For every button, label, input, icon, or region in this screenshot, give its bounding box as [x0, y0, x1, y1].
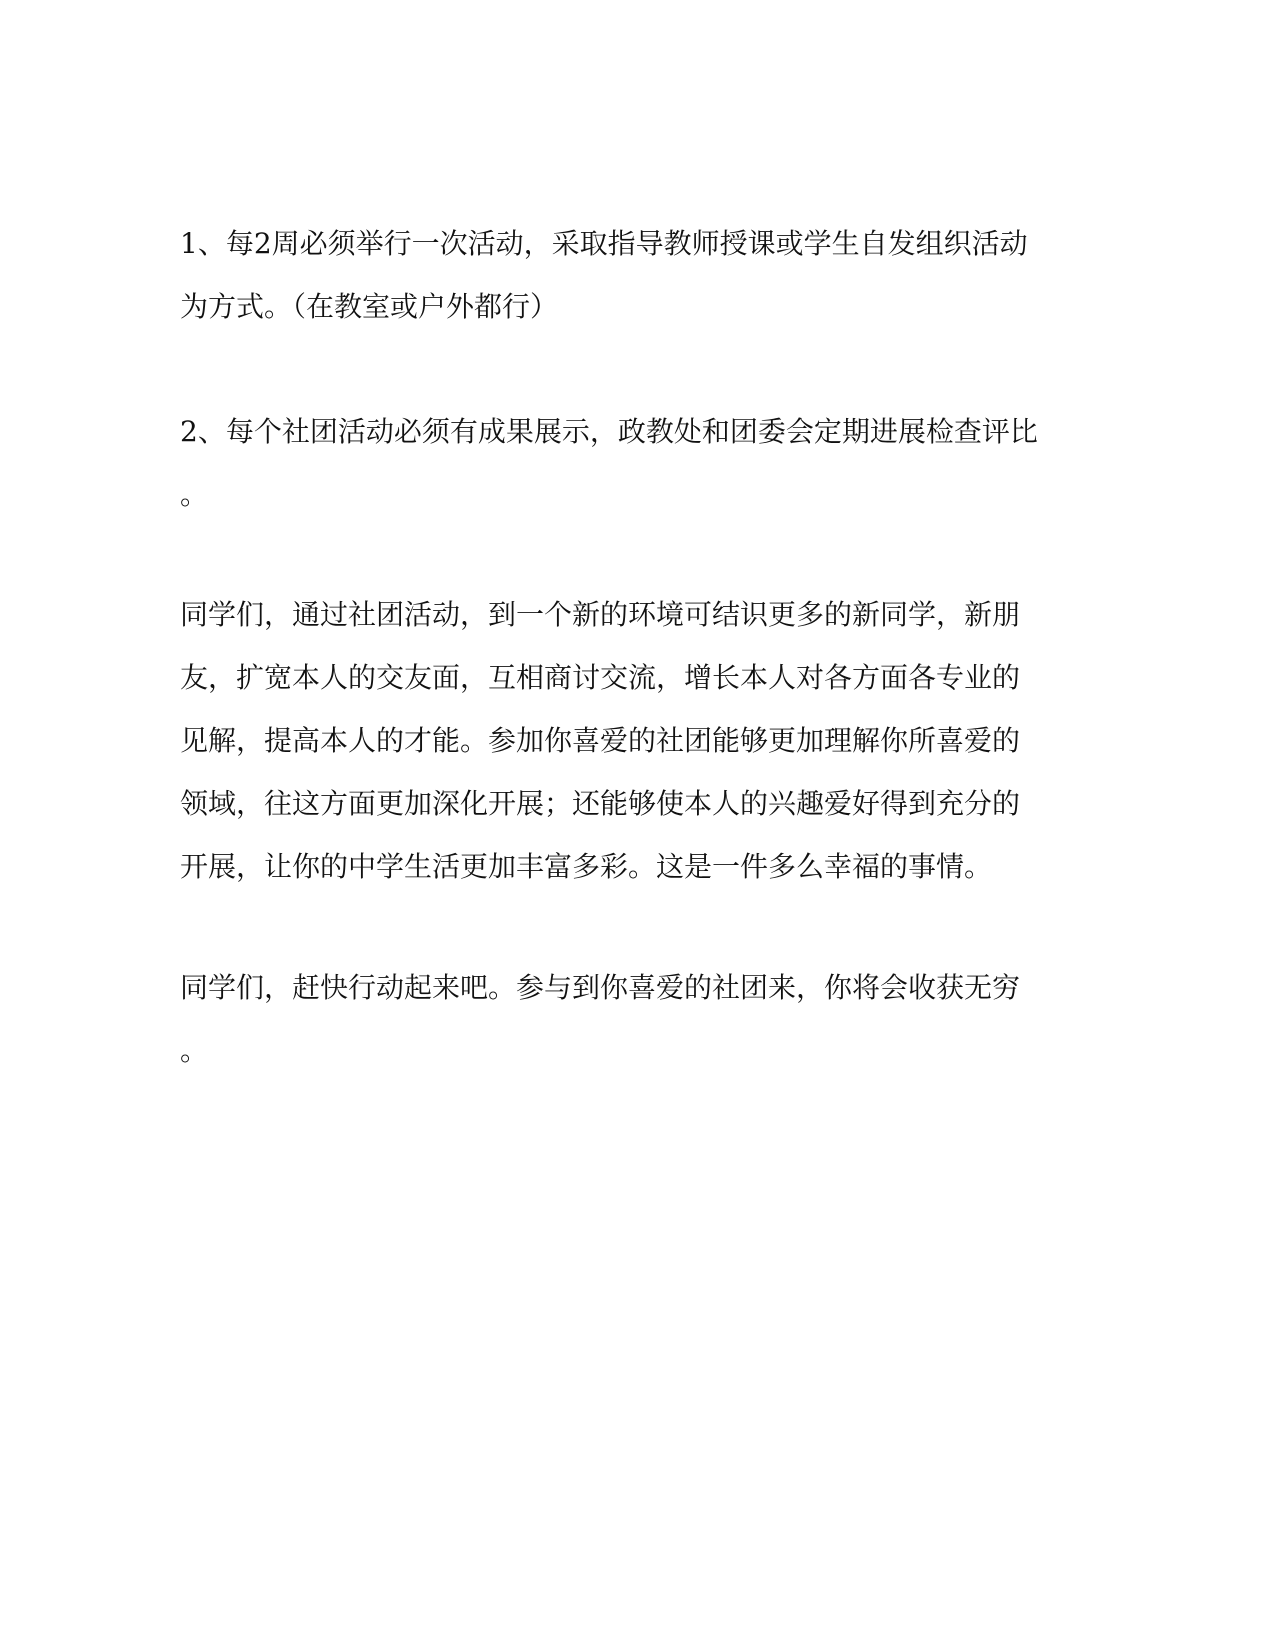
paragraph-club-benefits: [180, 583, 1060, 898]
paragraph-results-display: [180, 400, 1060, 526]
text-line: 为方式。（在教室或户外都行）: [180, 290, 559, 323]
text-line: 1、每2周必须举行一次活动，采取指导教师授课或学生自发组织活动: [180, 227, 1028, 260]
text-line: 同学们，赶快行动起来吧。参与到你喜爱的社团来，你将会收获无穷: [180, 971, 1021, 1004]
text-line: 。: [180, 478, 209, 511]
text-line: 开展，让你的中学生活更加丰富多彩。这是一件多么幸福的事情。: [180, 850, 993, 883]
text-line: 领域，往这方面更加深化开展；还能够使本人的兴趣爱好得到充分的: [180, 787, 1021, 820]
text-line: 见解，提高本人的才能。参加你喜爱的社团能够更加理解你所喜爱的: [180, 724, 1021, 757]
text-line: 同学们，通过社团活动，到一个新的环境可结识更多的新同学，新朋: [180, 598, 1021, 631]
paragraph-activity-frequency: [180, 212, 1060, 338]
text-line: 2、每个社团活动必须有成果展示，政教处和团委会定期进展检查评比: [180, 415, 1038, 448]
text-line: 。: [180, 1034, 209, 1067]
paragraph-call-to-action: [180, 956, 1060, 1082]
text-line: 友，扩宽本人的交友面，互相商讨交流，增长本人对各方面各专业的: [180, 661, 1021, 694]
